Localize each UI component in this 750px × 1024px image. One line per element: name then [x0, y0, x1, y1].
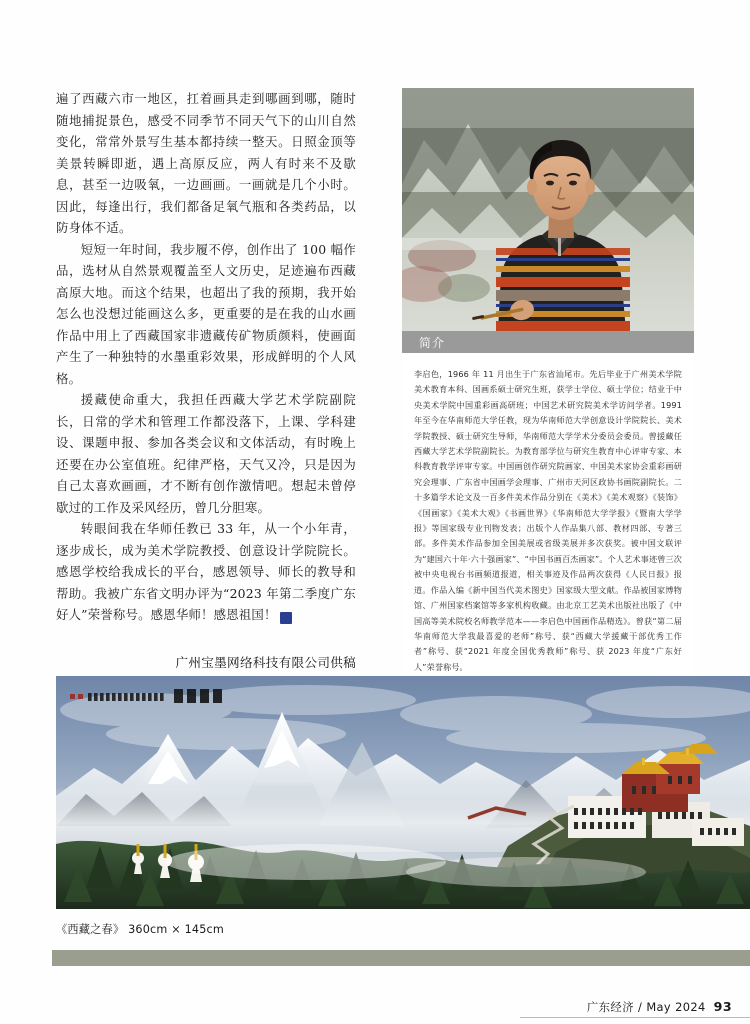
profile-bio-text: 李启色，1966 年 11 月出生于广东省汕尾市。先后毕业于广州美术学院美术教育本科、国画系硕士研究生班，获学士学位、硕士学位；结业于中央美术学院中国重彩画高研班；中国艺术研究院美术学访问学者。1991 年至今在华南师范大学任教，现为华南师范大学创意设计学院院长、美术学院教授、硕士研究生导师，华南师范大学学术分委员会委员。曾援藏任西藏大学艺术学院副院长。为教育部学位与研究生教育中心评审专家、本科教育教学评审专家。中国画创作研究院画家、中国美术家协会重彩画研究会理事、广东省中国画学会理事、广州市天河区政协书画院副院长。二十多篇学术论文及一百多件美术作品分别在《美术》《美术观察》《装饰》《国画家》《美术大观》《书画世界》《华南师范大学学报》《暨南大学学报》等国家级专业刊物发表；出版个人作品集八部、教材四部、专著三部。多件美术作品参加全国美展或省级美展并多次获奖。被中国文联评为“建国六十年·六十强画家”、“中国书画百杰画家”。个人艺术事迹曾三次被中央电视台书画频道报道，相关事迹及作品两次获得《人民日报》报道。作品入编《新中国当代美术图史》国家级大型文献。作品被国家博物馆、广州国家档案馆等多家机构收藏。由北京工艺美术出版社出版了《中国高等美术院校名师教学范本——李启色中国画作品精选》。曾获“第二届华南师范大学我最喜爱的老师”称号、获“西藏大学援藏干部优秀工作者”称号、获“2021 年度全国优秀教师”称号、获 2023 年度“广东好人”荣誉称号。 — [414, 369, 682, 672]
profile-bio-card — [402, 353, 694, 691]
article-paragraph-1: 遍了西藏六市一地区，扛着画具走到哪画到哪，随时随地捕捉景色，感受不同季节不同天气下的山川自然变化，常常外景写生基本都持续一整天。日照金顶等美景转瞬即逝，遇上高原反应，两人有时来不及歇息，甚至一边吸氧，一边画画。一画就是几个小时。因此，每逢出行，我们都备足氧气瓶和各类药品，以防身体不适。 — [56, 91, 356, 235]
footer-publication: 广东经济 — [586, 1000, 634, 1014]
footer-page-number: 93 — [713, 999, 732, 1014]
end-of-article-logo: G — [280, 612, 292, 624]
footer-issue: May 2024 — [646, 1000, 706, 1014]
footer-rule — [520, 1017, 750, 1018]
artwork-caption — [56, 921, 224, 937]
portrait-photo — [402, 88, 694, 331]
profile-header-bar — [402, 331, 694, 353]
article-text-column — [56, 88, 356, 671]
top-section — [56, 88, 694, 672]
article-paragraph-4-text: 转眼间我在华师任教已 33 年，从一个小年青，逐步成长，成为美术学院教授、创意设计学院院长。感恩学校给我成长的平台，感恩领导、师长的教导和帮助。我被广东省文明办评为“2023 年第二季度广东好人”荣誉称号。感恩华师！感恩祖国！ — [56, 521, 356, 622]
article-paragraph-2: 短短一年时间，我步履不停，创作出了 100 幅作品，选材从自然景观覆盖至人文历史，足迹遍布西藏高原大地。而这个结果，也超出了我的预期，我开始怎么也没想过能画这么多，更重要的是在我的山水画作品中用上了西藏国家非遗藏传矿物质颜料，使画面产生了一种独特的水墨重彩效果，形成鲜明的个人风格。 — [56, 241, 356, 386]
footer-separator: / — [638, 1000, 643, 1014]
decorative-bottom-bar — [52, 950, 750, 966]
profile-header-label: 简介 — [419, 335, 446, 350]
artwork-dimensions: 360cm × 145cm — [128, 923, 224, 936]
article-credit: 广州宝墨网络科技有限公司供稿 — [175, 654, 356, 670]
artwork-illustration — [56, 676, 750, 909]
portrait-illustration — [402, 88, 694, 331]
artwork-title: 《西藏之春》 — [56, 923, 125, 936]
artwork-image — [56, 676, 750, 909]
article-paragraph-3: 援藏使命重大，我担任西藏大学艺术学院副院长，日常的学术和管理工作都没落下，上课、学科建设、课题申报、参加各类会议和文体活动，有时晚上还要在办公室值班。纪律严格，天气又冷，只是因为自己太喜欢画画，才不断有创作激情吧。想起未曾停歇过的工作及采风经历，曾几分胆寒。 — [56, 392, 356, 515]
article-paragraph-4 — [56, 518, 356, 626]
page-footer — [587, 999, 732, 1015]
profile-column — [402, 88, 694, 691]
